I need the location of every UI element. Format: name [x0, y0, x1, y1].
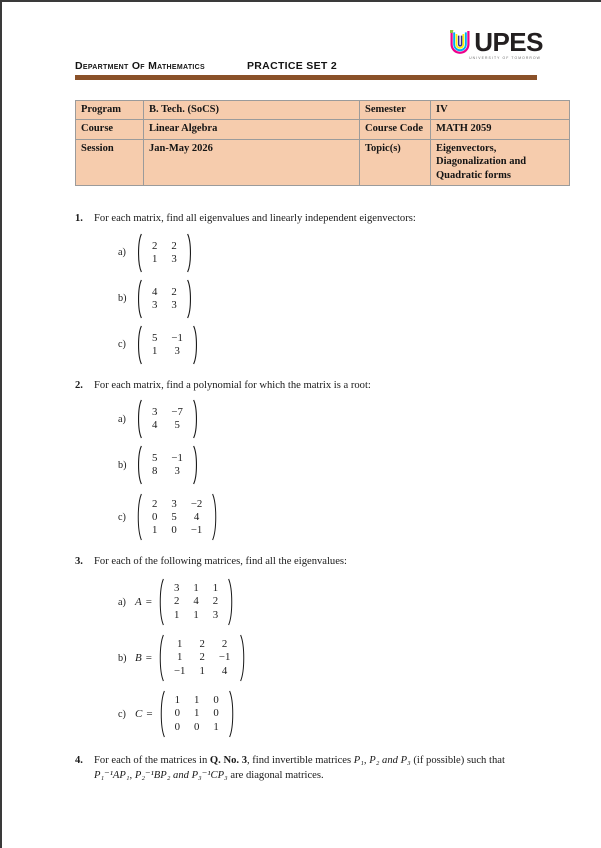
paren-left-icon: [157, 634, 164, 682]
q4-text-part3: (if possible) such that: [410, 755, 505, 767]
cell-course-value: Linear Algebra: [144, 120, 360, 139]
cell-course-label: Course: [76, 120, 144, 139]
matrix-cell: 4: [193, 595, 199, 608]
table-row: [76, 101, 570, 120]
question-3-text: For each of the following matrices, find all the eigenvalues:: [94, 556, 347, 568]
matrix-cell: 8: [152, 465, 158, 478]
question-3-number: 3.: [75, 556, 83, 568]
matrix-cell: 5: [174, 419, 180, 432]
item-label: b): [118, 459, 127, 471]
matrix-cell: 2: [171, 239, 177, 252]
cell-session-value: Jan-May 2026: [144, 139, 360, 185]
paren-right-icon: [193, 399, 200, 439]
table-row: [76, 139, 570, 185]
paren-left-icon: [135, 445, 142, 485]
matrix-cell: 0: [213, 707, 219, 720]
department-title: Department Of Mathematics: [75, 60, 205, 72]
question-2-number: 2.: [75, 379, 83, 391]
matrix-2b: [135, 445, 200, 485]
matrix-cell: −1: [190, 523, 203, 536]
paren-right-icon: [193, 445, 200, 485]
cell-program-value: B. Tech. (SoCS): [144, 101, 360, 120]
upes-wordmark: UPES: [474, 27, 543, 57]
matrix-3c-grid: [165, 693, 229, 735]
question-2-heading: [75, 379, 537, 394]
table-row: [76, 120, 570, 139]
matrix-1c-grid: [142, 331, 193, 359]
matrix-cell: 5: [152, 452, 158, 465]
matrix-2c-grid: [142, 497, 212, 539]
question-1-items: [75, 233, 537, 365]
matrix-3a: [157, 578, 235, 626]
matrix-cell: 3: [171, 497, 177, 510]
equals-sign: =: [146, 708, 153, 721]
paren-left-icon: [135, 279, 142, 319]
q4-matrices-list: P₁, P₂ and P₃: [353, 755, 411, 767]
matrix-1b: [135, 279, 194, 319]
matrix-2c: [135, 493, 219, 541]
matrix-cell: 1: [177, 651, 183, 664]
list-item: [118, 634, 537, 682]
matrix-1a: [135, 233, 194, 273]
upes-tagline: UNIVERSITY OF TOMORROW: [469, 56, 541, 60]
list-item: [118, 399, 537, 439]
matrix-cell: 3: [174, 344, 180, 357]
matrix-cell: 0: [174, 707, 180, 720]
list-item: [118, 578, 537, 626]
q4-text-part4: are diagonal matrices.: [227, 769, 324, 781]
matrix-cell: 1: [193, 582, 199, 595]
question-2-items: [75, 399, 537, 541]
list-item: [118, 445, 537, 485]
question-3-items: [75, 578, 537, 738]
matrix-cell: 1: [177, 638, 183, 651]
question-1-number: 1.: [75, 213, 83, 225]
matrix-2a-grid: [142, 405, 193, 433]
header-rule-divider: [75, 75, 537, 80]
logo-main-row: [448, 29, 543, 55]
paren-right-icon: [229, 690, 236, 738]
matrix-cell: 1: [213, 720, 219, 733]
matrix-name-b: B: [135, 652, 142, 665]
cell-semester-value: IV: [431, 101, 570, 120]
paren-left-icon: [135, 399, 142, 439]
cell-topics-value: Eigenvectors, Diagonalization and Quadratic forms: [431, 139, 570, 185]
question-2: [75, 379, 537, 542]
paren-right-icon: [228, 578, 235, 626]
list-item: [118, 690, 537, 738]
matrix-cell: 1: [212, 582, 219, 595]
matrix-name-a: A: [135, 596, 142, 609]
paren-left-icon: [135, 493, 142, 541]
question-4-text: [94, 754, 537, 783]
question-2-text: For each matrix, find a polynomial for which the matrix is a root:: [94, 379, 371, 391]
cell-session-label: Session: [76, 139, 144, 185]
matrix-cell: 1: [152, 523, 158, 536]
matrix-2b-grid: [142, 451, 193, 479]
matrix-cell: 3: [212, 608, 219, 621]
question-4-heading: [75, 754, 537, 783]
list-item: [118, 279, 537, 319]
matrix-cell: 0: [174, 720, 180, 733]
matrix-cell: 3: [152, 298, 158, 311]
cell-semester-label: Semester: [360, 101, 431, 120]
matrix-1a-grid: [142, 239, 187, 267]
cell-program-label: Program: [76, 101, 144, 120]
equals-sign: =: [145, 596, 152, 609]
item-label: a): [118, 247, 126, 259]
matrix-cell: 2: [171, 285, 177, 298]
document-page: [2, 27, 601, 783]
paren-left-icon: [157, 578, 164, 626]
list-item: [118, 493, 537, 541]
matrix-cell: 4: [152, 419, 158, 432]
practice-set-title: PRACTICE SET 2: [247, 60, 337, 72]
matrix-cell: 1: [174, 694, 180, 707]
item-label: c): [118, 339, 126, 351]
question-1: [75, 212, 537, 365]
matrix-cell: 5: [171, 510, 177, 523]
paren-right-icon: [193, 325, 200, 365]
matrix-cell: 0: [171, 523, 177, 536]
cell-topics-label: Topic(s): [360, 139, 431, 185]
matrix-cell: −1: [171, 452, 183, 465]
q4-text-part1: For each of the matrices in: [94, 755, 210, 767]
matrix-cell: 0: [152, 510, 158, 523]
matrix-cell: 2: [212, 595, 219, 608]
q4-expression-list: P₁⁻¹AP₁, P₂⁻¹BP₂ and P₃⁻¹CP₃: [94, 769, 228, 781]
upes-logo: [448, 29, 543, 60]
upes-logo-mark-icon: [448, 29, 472, 55]
matrix-cell: 0: [213, 694, 219, 707]
matrix-1b-grid: [142, 285, 187, 313]
matrix-cell: 4: [193, 510, 200, 523]
matrix-name-c: C: [135, 708, 143, 721]
matrix-cell: −2: [190, 497, 203, 510]
page-header: [75, 27, 543, 78]
questions-list: [75, 212, 537, 783]
matrix-cell: 0: [193, 720, 200, 733]
matrix-cell: 2: [152, 497, 158, 510]
matrix-cell: 1: [173, 608, 180, 621]
matrix-cell: 4: [221, 664, 228, 677]
matrix-cell: −1: [218, 651, 231, 664]
item-label: b): [118, 293, 127, 305]
matrix-cell: −1: [171, 331, 183, 344]
question-3: [75, 555, 537, 738]
matrix-cell: 3: [174, 465, 180, 478]
q4-reference: Q. No. 3: [209, 755, 247, 767]
item-label: b): [118, 652, 127, 664]
paren-right-icon: [187, 279, 194, 319]
paren-left-icon: [135, 325, 142, 365]
paren-right-icon: [187, 233, 194, 273]
matrix-1c: [135, 325, 200, 365]
list-item: [118, 325, 537, 365]
matrix-cell: 2: [152, 239, 158, 252]
matrix-cell: 3: [152, 406, 158, 419]
matrix-cell: 1: [193, 707, 200, 720]
question-1-heading: [75, 212, 537, 227]
matrix-cell: 4: [152, 285, 158, 298]
paren-right-icon: [212, 493, 219, 541]
paren-left-icon: [135, 233, 142, 273]
matrix-cell: 1: [199, 664, 205, 677]
matrix-cell: 2: [173, 595, 180, 608]
matrix-3b: [157, 634, 247, 682]
matrix-2a: [135, 399, 200, 439]
matrix-cell: −1: [173, 664, 186, 677]
question-4: [75, 754, 537, 783]
list-item: [118, 233, 537, 273]
item-label: a): [118, 596, 126, 608]
cell-course-code-label: Course Code: [360, 120, 431, 139]
matrix-cell: 2: [221, 638, 228, 651]
item-label: a): [118, 413, 126, 425]
matrix-3c: [158, 690, 236, 738]
item-label: c): [118, 511, 126, 523]
matrix-cell: 2: [199, 651, 205, 664]
question-1-text: For each matrix, find all eigenvalues and linearly independent eigenvectors:: [94, 213, 416, 225]
matrix-3a-grid: [164, 581, 228, 623]
matrix-cell: 3: [171, 298, 177, 311]
matrix-cell: −7: [171, 406, 183, 419]
q4-text-part2: , find invertible matrices: [246, 755, 354, 767]
paren-left-icon: [158, 690, 165, 738]
matrix-cell: 3: [171, 252, 177, 265]
matrix-cell: 3: [173, 582, 180, 595]
matrix-cell: 1: [193, 608, 199, 621]
matrix-3b-grid: [164, 637, 240, 679]
equals-sign: =: [145, 652, 152, 665]
matrix-cell: 1: [193, 694, 200, 707]
item-label: c): [118, 708, 126, 720]
question-4-number: 4.: [75, 755, 83, 767]
matrix-cell: 1: [152, 252, 158, 265]
paren-right-icon: [240, 634, 247, 682]
course-info-table: [75, 100, 570, 186]
cell-course-code-value: MATH 2059: [431, 120, 570, 139]
matrix-cell: 5: [152, 331, 158, 344]
course-info-body: [76, 101, 570, 186]
matrix-cell: 1: [152, 344, 158, 357]
question-3-heading: [75, 555, 537, 570]
matrix-cell: 2: [199, 638, 205, 651]
